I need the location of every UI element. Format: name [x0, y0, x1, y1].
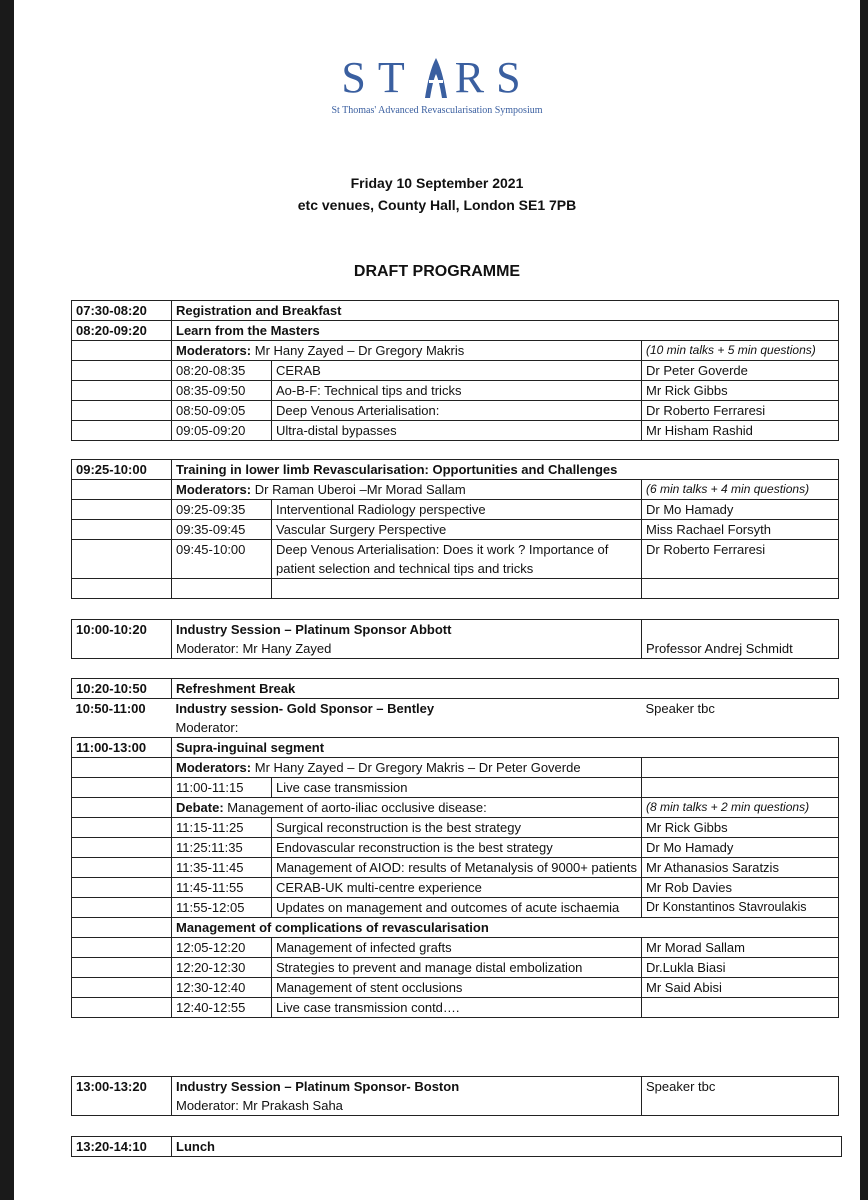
talk-topic: Updates on management and outcomes of acute ischaemia: [272, 898, 642, 918]
table-row: [72, 540, 839, 579]
talk-topic: Live case transmission contd….: [272, 998, 642, 1018]
table-row: [72, 798, 839, 818]
talk-topic: Management of infected grafts: [272, 938, 642, 958]
table-row: [72, 958, 839, 978]
talk-time: 11:15-11:25: [172, 818, 272, 838]
table-row: [72, 938, 839, 958]
table-row: [72, 500, 839, 520]
session-time: 10:50-11:00: [75, 701, 146, 716]
talk-time: 09:45-10:00: [172, 540, 272, 579]
moderator: Moderator: Mr Prakash Saha: [176, 1098, 343, 1113]
session-title: Refreshment Break: [172, 679, 839, 699]
session-time: 13:20-14:10: [72, 1137, 172, 1157]
talk-topic: Strategies to prevent and manage distal embolization: [272, 958, 642, 978]
debate-title: Debate: Management of aorto-iliac occlusive disease:: [172, 798, 642, 818]
talk-time: 09:25-09:35: [172, 500, 272, 520]
talk-speaker: Mr Rick Gibbs: [642, 818, 839, 838]
table-row: [72, 918, 839, 938]
table-row: [72, 998, 839, 1018]
talk-format-note: (10 min talks + 5 min questions): [642, 341, 839, 361]
logo-subtitle: St Thomas' Advanced Revascularisation Symposium: [331, 105, 543, 116]
table-row: [72, 480, 839, 500]
talk-time: 09:35-09:45: [172, 520, 272, 540]
table-row: [72, 858, 839, 878]
talk-topic: CERAB-UK multi-centre experience: [272, 878, 642, 898]
talk-speaker: Miss Rachael Forsyth: [642, 520, 839, 540]
session-time: 09:25-10:00: [72, 460, 172, 480]
talk-time: 09:05-09:20: [172, 421, 272, 441]
table-row: [72, 838, 839, 858]
page-title: DRAFT PROGRAMME: [353, 263, 521, 280]
document-page: [14, 0, 860, 1200]
talk-topic: Deep Venous Arterialisation:: [272, 401, 642, 421]
talk-topic: Management of stent occlusions: [272, 978, 642, 998]
talk-format-note: (6 min talks + 4 min questions): [642, 480, 839, 500]
table-row: [72, 579, 839, 599]
session-table-training: [71, 459, 839, 599]
session-title: Lunch: [172, 1137, 842, 1157]
talk-topic: Surgical reconstruction is the best strategy: [272, 818, 642, 838]
runner-figure-icon: [421, 56, 451, 100]
stars-logo: [14, 52, 860, 116]
logo-wordmark: ST RS: [341, 53, 533, 102]
talk-topic: Interventional Radiology perspective: [272, 500, 642, 520]
talk-topic: Vascular Surgery Perspective: [272, 520, 642, 540]
talk-speaker: Speaker tbc: [642, 1077, 839, 1116]
session-time: 11:00-13:00: [72, 738, 172, 758]
table-row: [72, 738, 839, 758]
table-row: [72, 401, 839, 421]
table-row: [72, 321, 839, 341]
talk-speaker: Mr Athanasios Saratzis: [642, 858, 839, 878]
talk-time: 12:20-12:30: [172, 958, 272, 978]
talk-topic: Ao-B-F: Technical tips and tricks: [272, 381, 642, 401]
table-row: [72, 381, 839, 401]
table-row: [72, 520, 839, 540]
table-row: [72, 341, 839, 361]
talk-topic: Ultra-distal bypasses: [272, 421, 642, 441]
talk-speaker: Dr Roberto Ferraresi: [642, 540, 839, 579]
talk-speaker: Dr Konstantinos Stavroulakis: [642, 898, 839, 918]
table-row: [72, 898, 839, 918]
talk-speaker: Mr Hisham Rashid: [642, 421, 839, 441]
talk-time: 11:00-11:15: [172, 778, 272, 798]
talk-speaker: Speaker tbc: [645, 701, 715, 716]
talk-speaker: Mr Said Abisi: [642, 978, 839, 998]
session-title: Supra-inguinal segment: [172, 738, 839, 758]
talk-speaker: Mr Rick Gibbs: [642, 381, 839, 401]
session-title-cell: Industry Session – Platinum Sponsor Abbott Moderator: Mr Hany Zayed: [172, 620, 642, 659]
session-title: Registration and Breakfast: [172, 301, 839, 321]
talk-time: 11:55-12:05: [172, 898, 272, 918]
table-row: [72, 818, 839, 838]
table-row: [72, 978, 839, 998]
talk-time: 11:25:11:35: [172, 838, 272, 858]
event-venue: etc venues, County Hall, London SE1 7PB: [297, 197, 577, 213]
talk-time: 08:35-09:50: [172, 381, 272, 401]
talk-time: 11:35-11:45: [172, 858, 272, 878]
talk-time: 08:50-09:05: [172, 401, 272, 421]
session-title: Learn from the Masters: [172, 321, 839, 341]
session-time: 10:00-10:20: [72, 620, 172, 659]
table-row: [72, 758, 839, 778]
talk-speaker: Dr Peter Goverde: [642, 361, 839, 381]
talk-topic: CERAB: [272, 361, 642, 381]
session-table-masters: [71, 300, 839, 441]
session-time: 10:20-10:50: [72, 679, 172, 699]
table-row: [72, 620, 839, 659]
talk-speaker: [642, 998, 839, 1018]
talk-format-note: (8 min talks + 2 min questions): [642, 798, 839, 818]
talk-topic: Deep Venous Arterialisation: Does it work ? Importance of patient selection and technical tips and tricks: [272, 540, 642, 579]
table-row: [72, 679, 839, 699]
talk-speaker: Dr.Lukla Biasi: [642, 958, 839, 978]
session-table-boston: [71, 1076, 839, 1116]
table-row: [72, 778, 839, 798]
table-row: [72, 1077, 839, 1116]
talk-speaker: Professor Andrej Schmidt: [642, 620, 839, 659]
table-row: [72, 699, 839, 738]
talk-speaker: Dr Roberto Ferraresi: [642, 401, 839, 421]
moderator: Moderator:: [175, 720, 239, 735]
table-row: [72, 301, 839, 321]
talk-time: 08:20-08:35: [172, 361, 272, 381]
session-time: 13:00-13:20: [72, 1077, 172, 1116]
session-time: 08:20-09:20: [72, 321, 172, 341]
talk-speaker: Mr Rob Davies: [642, 878, 839, 898]
talk-speaker: Dr Mo Hamady: [642, 500, 839, 520]
moderators: Moderators: Mr Hany Zayed – Dr Gregory Makris – Dr Peter Goverde: [172, 758, 642, 778]
moderator: Moderator: Mr Hany Zayed: [176, 641, 332, 656]
moderators: Moderators: Mr Hany Zayed – Dr Gregory Makris: [172, 341, 642, 361]
talk-time: 12:40-12:55: [172, 998, 272, 1018]
table-row: [72, 878, 839, 898]
talk-topic: Endovascular reconstruction is the best strategy: [272, 838, 642, 858]
talk-topic: Management of AIOD: results of Metanalysis of 9000+ patients: [272, 858, 642, 878]
moderators: Moderators: Dr Raman Uberoi –Mr Morad Sallam: [172, 480, 642, 500]
table-row: [72, 361, 839, 381]
talk-time: 12:05-12:20: [172, 938, 272, 958]
talk-topic: Live case transmission: [272, 778, 642, 798]
talk-speaker: Dr Mo Hamady: [642, 838, 839, 858]
talk-time: 11:45-11:55: [172, 878, 272, 898]
session-title: Training in lower limb Revascularisation: Opportunities and Challenges: [172, 460, 839, 480]
table-row: [72, 1137, 842, 1157]
session-table-lunch: [71, 1136, 842, 1157]
session-table-break: [71, 678, 839, 737]
talk-speaker: Mr Morad Sallam: [642, 938, 839, 958]
table-row: [72, 421, 839, 441]
session-title-cell: Industry Session – Platinum Sponsor- Boston Moderator: Mr Prakash Saha: [172, 1077, 642, 1116]
table-row: [72, 460, 839, 480]
subsession-title: Management of complications of revascularisation: [172, 918, 839, 938]
session-table-supra-inguinal: [71, 737, 839, 1018]
talk-time: 12:30-12:40: [172, 978, 272, 998]
session-title-cell: Industry session- Gold Sponsor – Bentley Moderator:: [172, 699, 642, 738]
event-date: Friday 10 September 2021: [350, 175, 524, 191]
session-table-abbott: [71, 619, 839, 659]
session-time: 07:30-08:20: [72, 301, 172, 321]
